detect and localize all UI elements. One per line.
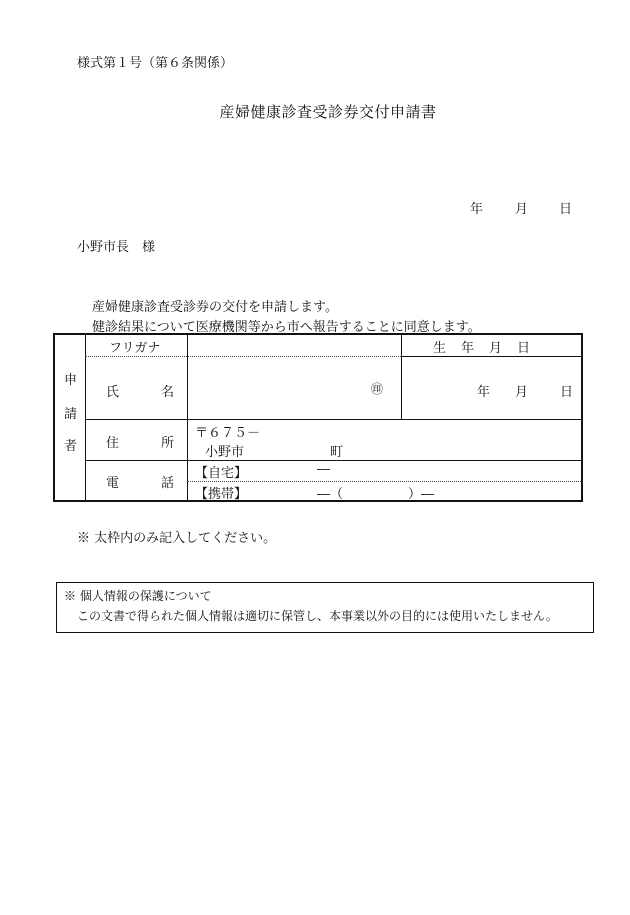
date-year: 年 xyxy=(470,202,484,217)
furigana-label: フリガナ xyxy=(109,341,161,356)
mobile-phone-format: ―（ ）― xyxy=(317,487,435,502)
phone-label-2: 話 xyxy=(161,476,175,491)
phone-label-1: 電 xyxy=(106,476,120,491)
mobile-phone-label: 【携帯】 xyxy=(195,487,248,502)
address-label-1: 住 xyxy=(106,436,120,451)
address-town: 町 xyxy=(330,445,344,460)
postal-code[interactable]: 〒６７５－ xyxy=(195,426,261,441)
instruction-note: ※ 太枠内のみ記入してください。 xyxy=(77,531,277,546)
privacy-body: この文書で得られた個人情報は適切に保管し、本事業以外の目的には使用いたしません。 xyxy=(77,609,558,623)
date-day: 日 xyxy=(559,202,573,217)
date-line xyxy=(470,198,572,217)
birth-day: 日 xyxy=(560,385,574,400)
applicant-table xyxy=(53,333,583,502)
date-month: 月 xyxy=(515,202,529,217)
name-field[interactable] xyxy=(189,358,389,417)
birth-header-char: 日 xyxy=(517,341,531,356)
form-number: 様式第１号（第６条関係） xyxy=(77,56,234,71)
home-phone-label: 【自宅】 xyxy=(195,466,248,481)
applicant-label-1: 申 xyxy=(64,373,78,388)
furigana-field[interactable] xyxy=(189,336,399,355)
privacy-title: ※ 個人情報の保護について xyxy=(64,589,212,603)
birth-header-char: 生 xyxy=(433,341,447,356)
consent-statement: 健診結果について医療機関等から市へ報告することに同意します。 xyxy=(92,320,481,335)
application-statement: 産婦健康診査受診券の交付を申請します。 xyxy=(92,300,338,315)
birth-year: 年 xyxy=(477,385,491,400)
birth-month: 月 xyxy=(515,385,529,400)
birth-header-char: 月 xyxy=(489,341,503,356)
address-label-2: 所 xyxy=(161,436,175,451)
birth-header xyxy=(433,337,530,356)
name-label-1: 氏 xyxy=(106,385,120,400)
home-phone-dash: ― xyxy=(317,462,330,477)
seal-mark: ㊞ xyxy=(371,382,384,396)
document-title: 産婦健康診査受診券交付申請書 xyxy=(219,103,437,121)
birth-header-char: 年 xyxy=(461,341,475,356)
address-city: 小野市 xyxy=(205,445,245,460)
addressee: 小野市長 様 xyxy=(77,240,156,255)
applicant-label-3: 者 xyxy=(64,439,78,454)
name-label-2: 名 xyxy=(161,385,175,400)
applicant-label-2: 請 xyxy=(64,407,78,422)
privacy-notice xyxy=(56,582,594,633)
